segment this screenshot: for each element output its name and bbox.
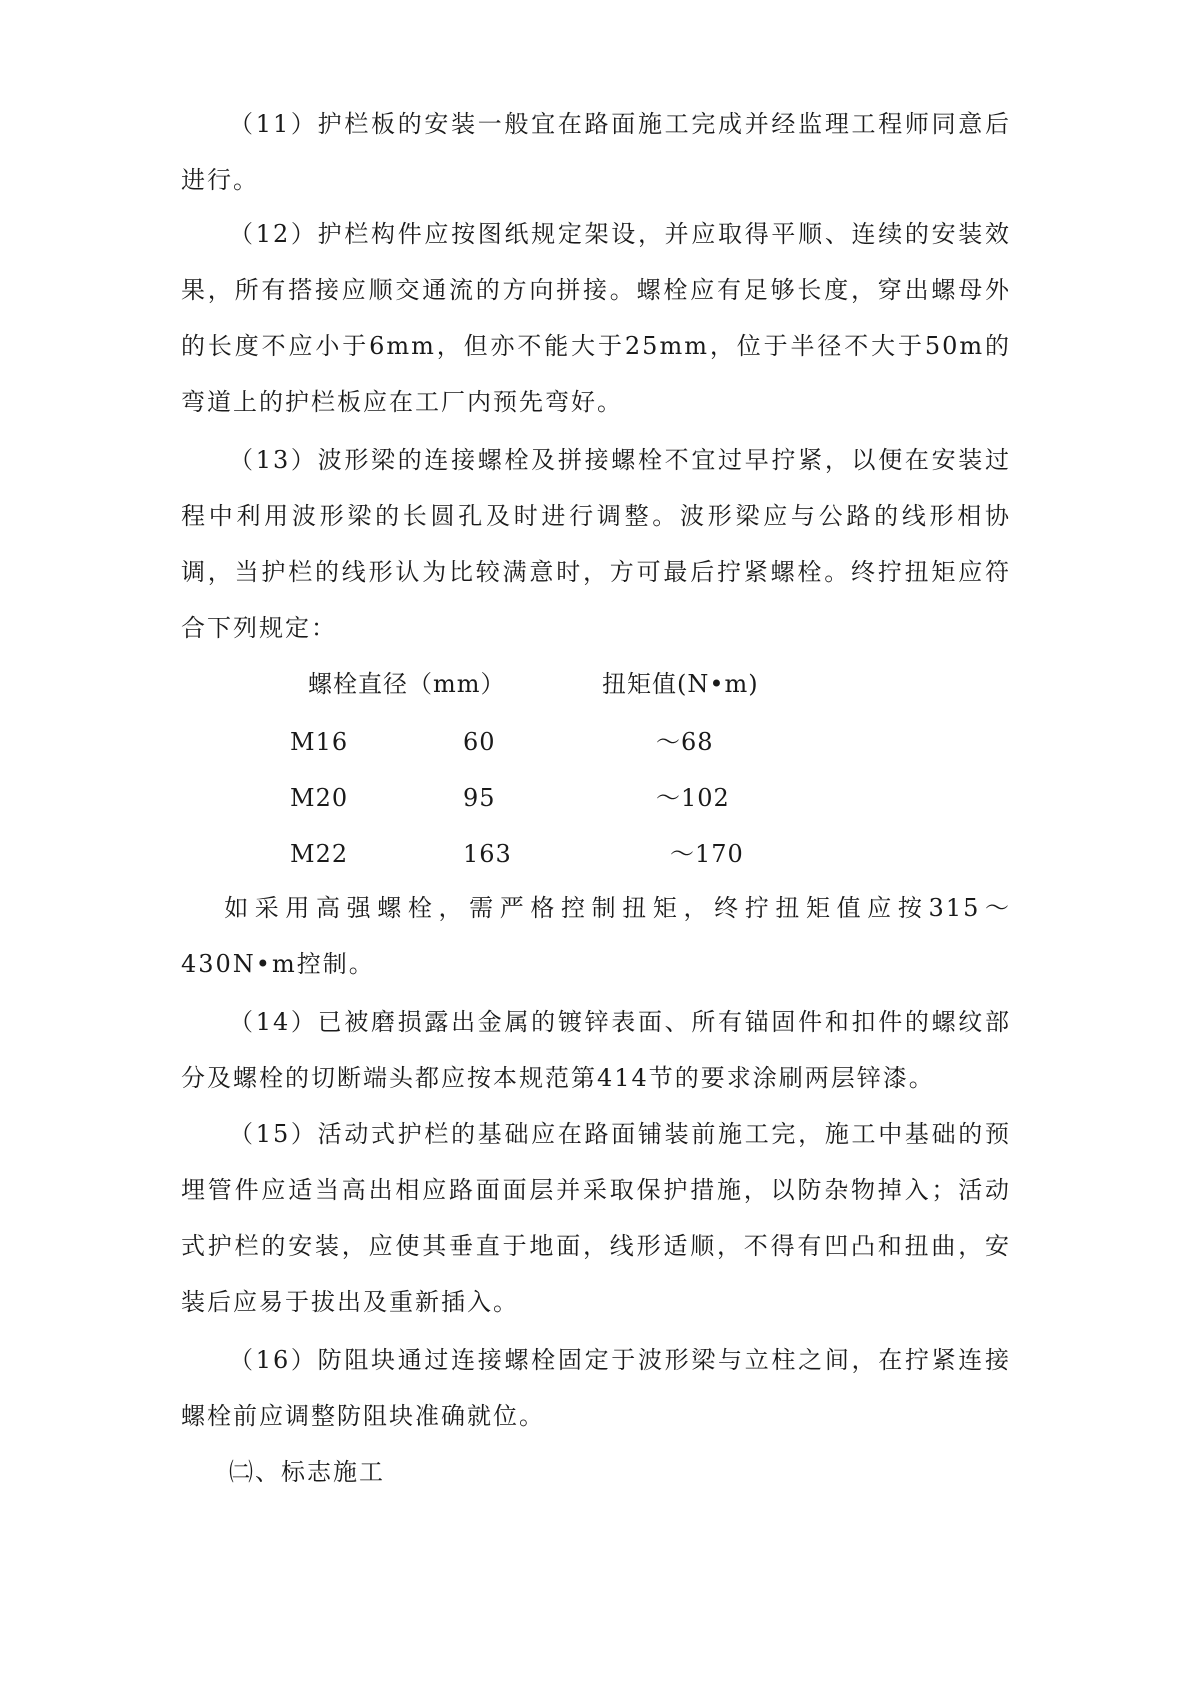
table-row-max: ～102 [656, 784, 730, 812]
paragraph-14: （14）已被磨损露出金属的镀锌表面、所有锚固件和扣件的螺纹部分及螺栓的切断端头都应按本规范第414节的要求涂刷两层锌漆。 [181, 1008, 1011, 1092]
table-row-bolt: M20 [290, 784, 349, 812]
paragraph-12: （12）护栏构件应按图纸规定架设，并应取得平顺、连续的安装效果，所有搭接应顺交通流的方向拼接。螺栓应有足够长度，穿出螺母外的长度不应小于6mm，但亦不能大于25mm，位于半径不大于50m的弯道上的护栏板应在工厂内预先弯好。 [181, 220, 1011, 416]
table-row-max: ～68 [656, 728, 714, 756]
table-row-max: ～170 [670, 840, 744, 868]
paragraph-11: （11）护栏板的安装一般宜在路面施工完成并经监理工程师同意后进行。 [181, 110, 1011, 194]
paragraph-13: （13）波形梁的连接螺栓及拼接螺栓不宜过早拧紧，以便在安装过程中利用波形梁的长圆孔及时进行调整。波形梁应与公路的线形相协调，当护栏的线形认为比较满意时，方可最后拧紧螺栓。终拧扭矩应符合下列规定： [181, 446, 1011, 642]
table-row-bolt: M22 [290, 840, 349, 868]
table-header-diameter: 螺栓直径（mm） [308, 670, 506, 698]
paragraph-high-strength: 如采用高强螺栓，需严格控制扭矩，终拧扭矩值应按315～430N•m控制。 [181, 894, 1011, 978]
table-row-min: 60 [463, 728, 496, 756]
table-row-bolt: M16 [290, 728, 349, 756]
table-row-min: 163 [463, 840, 512, 868]
paragraph-16: （16）防阻块通过连接螺栓固定于波形梁与立柱之间，在拧紧连接螺栓前应调整防阻块准确就位。 [181, 1346, 1011, 1430]
paragraph-15: （15）活动式护栏的基础应在路面铺装前施工完，施工中基础的预埋管件应适当高出相应路面面层并采取保护措施，以防杂物掉入；活动式护栏的安装，应使其垂直于地面，线形适顺，不得有凹凸和扭曲，安装后应易于拔出及重新插入。 [181, 1120, 1011, 1316]
section-heading-signs: ㈡、标志施工 [229, 1458, 385, 1486]
table-row-min: 95 [463, 784, 496, 812]
table-header-torque: 扭矩值(N•m) [602, 670, 759, 698]
